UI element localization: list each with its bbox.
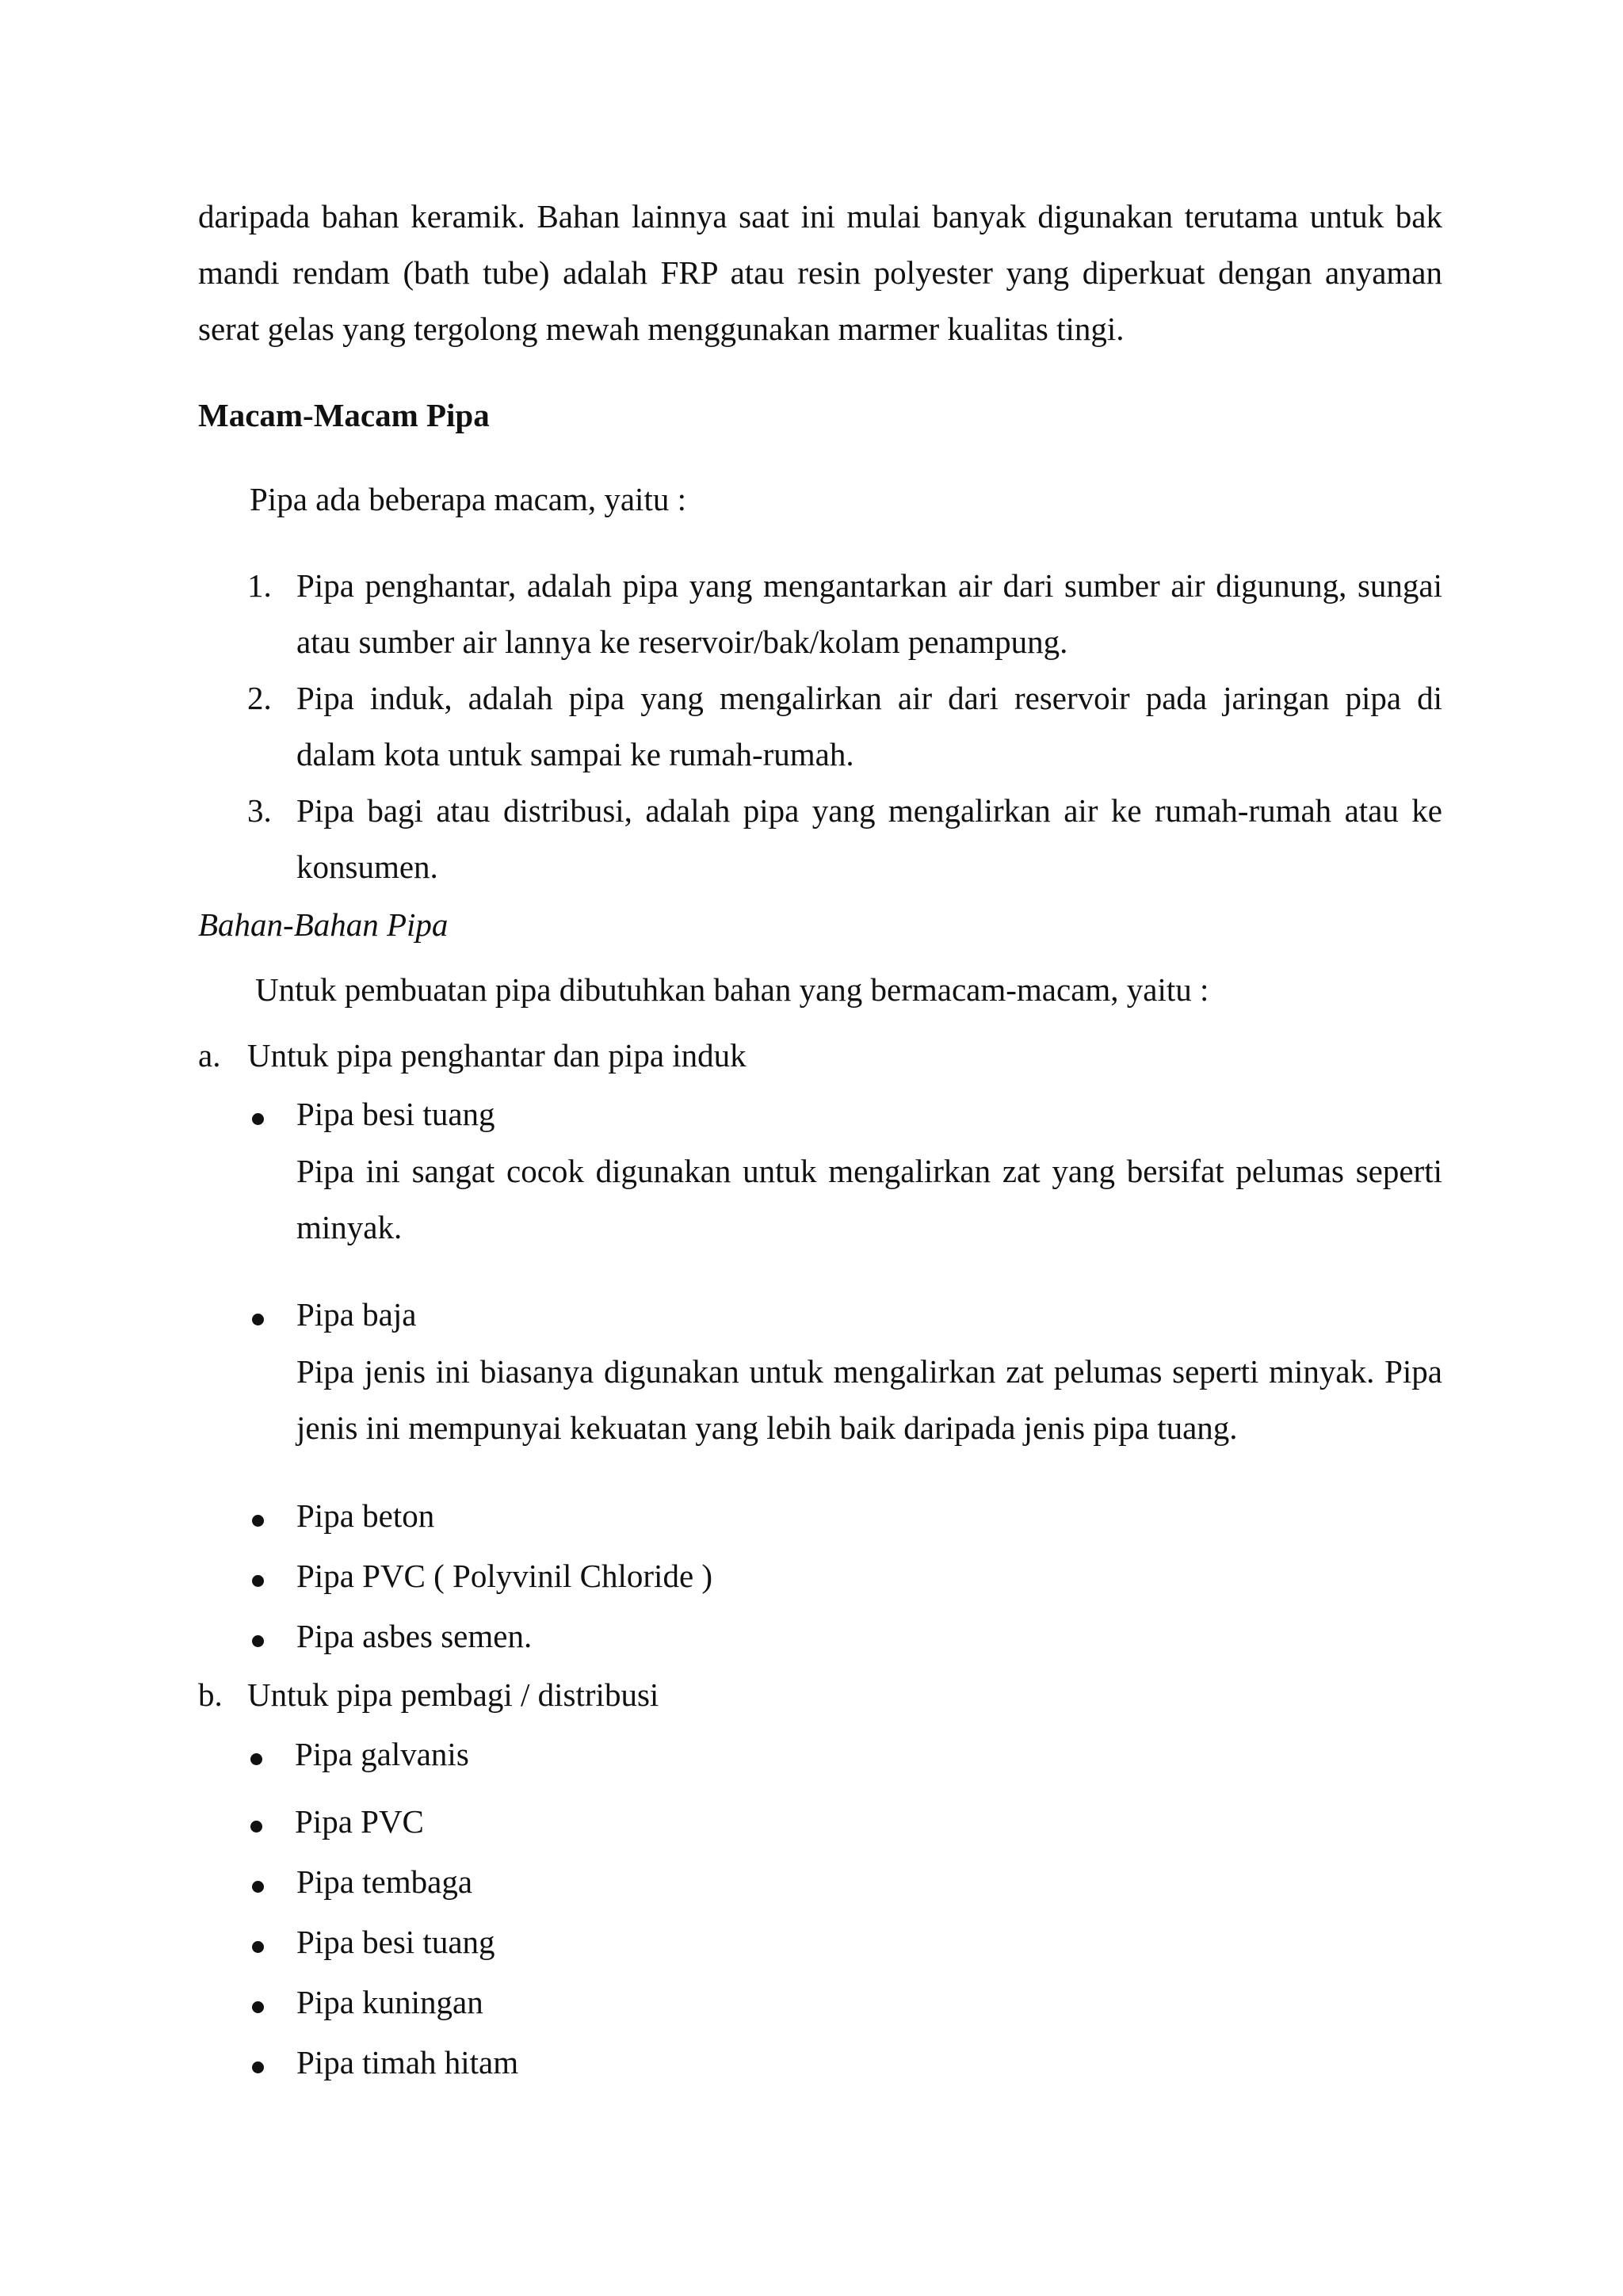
- bullet-icon: [250, 1821, 262, 1833]
- numbered-marker-1: 1.: [247, 567, 272, 604]
- group-a-item-1-desc-line-2: minyak.: [296, 1209, 403, 1245]
- group-a-item-2-desc-line-1: Pipa jenis ini biasanya digunakan untuk mengalirkan zat pelumas seperti minyak. Pipa: [296, 1353, 1442, 1390]
- numbered-item-1-line-2: atau sumber air lannya ke reservoir/bak/kolam penampung.: [296, 624, 1068, 660]
- bullet-icon: [252, 1941, 264, 1953]
- numbered-item-3-line-1: Pipa bagi atau distribusi, adalah pipa yang mengalirkan air ke rumah-rumah atau ke: [296, 792, 1442, 829]
- bullet-icon: [252, 1881, 264, 1893]
- group-a-title: Untuk pipa penghantar dan pipa induk: [247, 1037, 747, 1074]
- group-b-item-3-name: Pipa tembaga: [296, 1863, 473, 1900]
- group-a-item-1-desc-line-1: Pipa ini sangat cocok digunakan untuk mengalirkan zat yang bersifat pelumas seperti: [296, 1153, 1442, 1189]
- heading-macam-macam-pipa: Macam-Macam Pipa: [198, 397, 490, 433]
- bullet-icon: [252, 2001, 264, 2013]
- group-b-item-6-name: Pipa timah hitam: [296, 2044, 519, 2081]
- group-a-item-5-name: Pipa asbes semen.: [296, 1618, 533, 1654]
- group-a-item-2-desc-line-2: jenis ini mempunyai kekuatan yang lebih baik daripada jenis pipa tuang.: [296, 1409, 1238, 1446]
- group-a-item-2-name: Pipa baja: [296, 1296, 417, 1333]
- group-a-item-3-name: Pipa beton: [296, 1497, 435, 1534]
- group-a-item-4-name: Pipa PVC ( Polyvinil Chloride ): [296, 1558, 713, 1594]
- bahan-lead-text: Untuk pembuatan pipa dibutuhkan bahan yang bermacam-macam, yaitu :: [255, 971, 1209, 1008]
- numbered-marker-3: 3.: [247, 792, 272, 829]
- group-b-title: Untuk pipa pembagi / distribusi: [247, 1676, 659, 1713]
- heading-bahan-bahan-pipa: Bahan-Bahan Pipa: [198, 906, 449, 943]
- group-b-item-5-name: Pipa kuningan: [296, 1984, 483, 2020]
- bullet-icon: [250, 1753, 262, 1765]
- macam-lead-text: Pipa ada beberapa macam, yaitu :: [250, 481, 686, 517]
- bullet-icon: [252, 1635, 264, 1647]
- group-b-item-2-name: Pipa PVC: [295, 1803, 424, 1840]
- bullet-icon: [252, 1314, 264, 1325]
- group-b-item-1-name: Pipa galvanis: [295, 1736, 469, 1772]
- bullet-icon: [252, 2061, 264, 2073]
- group-a-marker: a.: [198, 1037, 221, 1074]
- bullet-icon: [252, 1575, 264, 1587]
- numbered-item-1-line-1: Pipa penghantar, adalah pipa yang mengantarkan air dari sumber air digunung, sungai: [296, 567, 1442, 604]
- bullet-icon: [252, 1515, 264, 1527]
- group-a-item-1-name: Pipa besi tuang: [296, 1096, 495, 1132]
- group-b-item-4-name: Pipa besi tuang: [296, 1924, 495, 1960]
- intro-line-1: daripada bahan keramik. Bahan lainnya saat ini mulai banyak digunakan terutama untuk bak: [198, 198, 1442, 235]
- numbered-item-3-line-2: konsumen.: [296, 849, 438, 885]
- intro-line-3: serat gelas yang tergolong mewah menggunakan marmer kualitas tingi.: [198, 311, 1125, 347]
- numbered-item-2-line-1: Pipa induk, adalah pipa yang mengalirkan air dari reservoir pada jaringan pipa di: [296, 680, 1442, 716]
- numbered-item-2-line-2: dalam kota untuk sampai ke rumah-rumah.: [296, 736, 854, 772]
- numbered-marker-2: 2.: [247, 680, 272, 716]
- bullet-icon: [252, 1113, 264, 1125]
- intro-line-2: mandi rendam (bath tube) adalah FRP atau resin polyester yang diperkuat dengan anyaman: [198, 254, 1442, 291]
- group-b-marker: b.: [198, 1676, 223, 1713]
